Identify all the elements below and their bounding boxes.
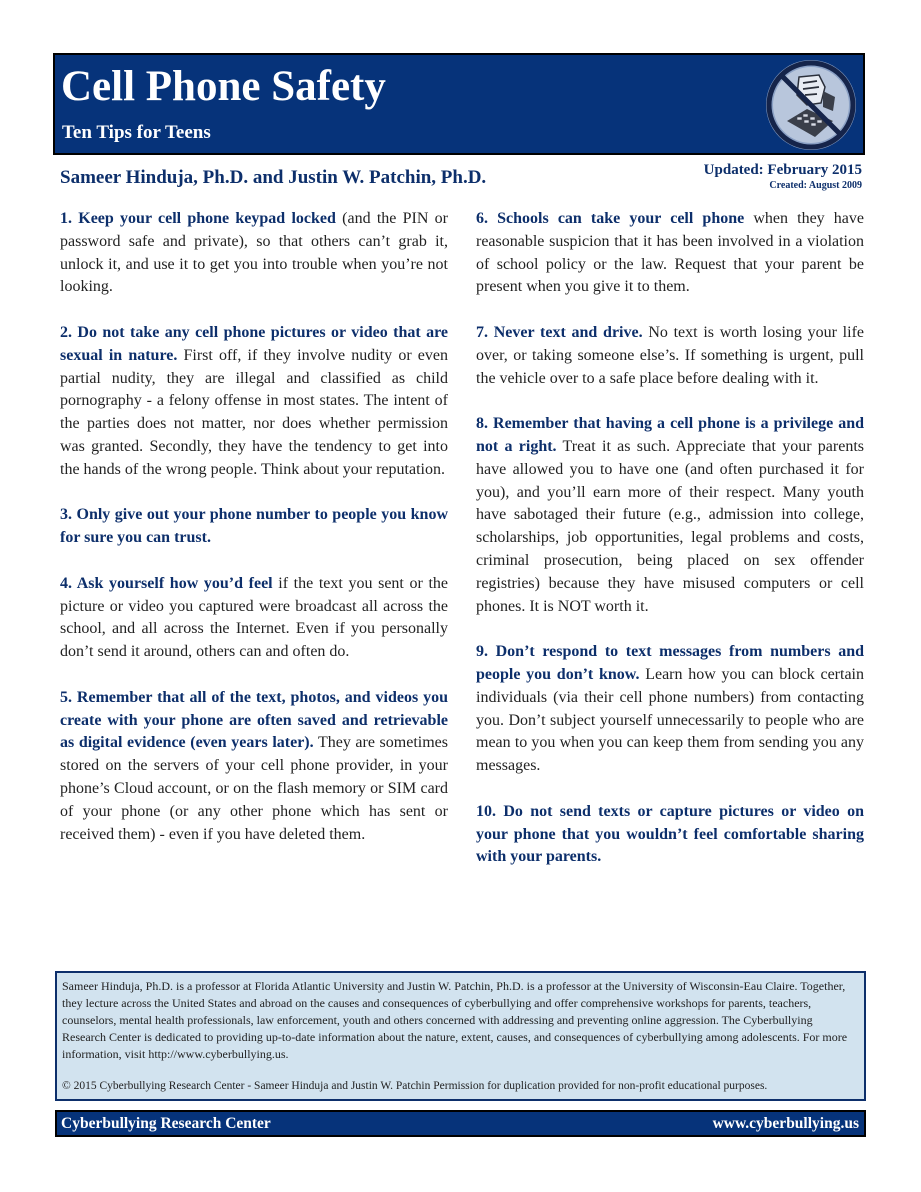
tip-7: [476, 322, 864, 390]
tip-1-heading: 1. Keep your cell phone keypad locked: [60, 210, 336, 227]
created-date: Created: August 2009: [769, 180, 862, 191]
tip-10-heading: 10. Do not send texts or capture pictures or video on your phone that you wouldn’t feel comfortable sharing with your parents.: [476, 802, 864, 866]
tip-7-heading: 7. Never text and drive.: [476, 323, 643, 341]
tip-1-body: (and the PIN or password safe and private), so that others can’t grab it, unlock it, and use it to get you into trouble when you’re not looking.: [60, 210, 448, 296]
author-bio-box: [55, 971, 866, 1101]
tip-8: [476, 413, 864, 618]
tip-6-body: when they have reasonable suspicion that it has been involved in a violation of school policy or the law. Request that your parent be present when you give it to them.: [476, 210, 865, 296]
tip-5-heading: 5. Remember that all of the text, photos, and videos you create with your phone are often saved and retrievable as digital evidence (even years later).: [60, 688, 448, 752]
tip-5: [60, 687, 448, 847]
tip-6: [476, 208, 864, 299]
right-column: [476, 208, 864, 892]
tip-3-heading: 3. Only give out your phone number to people you know for sure you can trust.: [60, 506, 448, 547]
tip-1: [60, 208, 448, 299]
tip-10: [476, 801, 864, 869]
tip-4: [60, 573, 448, 664]
tip-4-body: if the text you sent or the picture or video you captured were broadcast all across the school, and all across the Internet. Even if you personally don’t send it around, others can and often do.: [60, 574, 449, 661]
page-title: Cell Phone Safety: [61, 63, 386, 110]
footer-website-link[interactable]: www.cyberbullying.us: [712, 1115, 859, 1132]
footer-bar: [55, 1110, 866, 1137]
tip-8-heading: 8. Remember that having a cell phone is a privilege and not a right.: [476, 415, 864, 455]
header-banner: [53, 53, 865, 155]
updated-date: Updated: February 2015: [703, 162, 862, 178]
tip-9-heading: 9. Don’t respond to text messages from numbers and people you don’t know.: [476, 643, 864, 683]
tip-9-body: Learn how you can block certain individuals (via their cell phone numbers) from contacting you. Don’t subject yourself unnecessarily to people who are mean to you when you can keep them from sending you any messages.: [476, 665, 864, 775]
tip-5-body: They are sometimes stored on the servers of your cell phone provider, in your phone’s Cloud account, or on the flash memory or SIM card of your phone (or any other phone which has sent or received them) - even if you have deleted them.: [60, 734, 448, 843]
tip-2: [60, 322, 448, 482]
left-column: [60, 208, 448, 869]
authors-byline: Sameer Hinduja, Ph.D. and Justin W. Patchin, Ph.D.: [60, 167, 487, 188]
tip-8-body: Treat it as such. Appreciate that your parents have allowed you to have one (and often purchased it for you), and you’ll earn more of their respect. Many youth have sabotaged their future (e.g., admission into college, scholarships, job opportunities, legal problems and costs, criminal prosecution, being placed on sex offender registries) because they have misused computers or cell phones. It is NOT worth it.: [476, 437, 864, 615]
tip-7-body: No text is worth losing your life over, or taking someone else’s. If something is urgent, pull the vehicle over to a safe place before dealing with it.: [476, 323, 865, 387]
author-bio-text: Sameer Hinduja, Ph.D. is a professor at Florida Atlantic University and Justin W. Patchin, Ph.D. is a professor at the University of Wisconsin-Eau Claire. Together, they lecture across the United States and abroad on the causes and consequences of cyberbullying and offer comprehensive workshops for parents, teachers, counselors, mental health professionals, law enforcement, youth and others concerned with addressing and preventing online aggression. The Cyberbullying Research Center is dedicated to providing up-to-date information about the nature, extent, causes, and consequences of cyberbullying among adolescents. For more information, visit http://www.cyberbullying.us.: [62, 979, 848, 1061]
no-cell-phone-fist-icon: [763, 57, 859, 153]
tip-2-body: First off, if they involve nudity or even partial nudity, they are illegal and classified as child pornography - a felony offense in most states. The intent of the parties does not matter, nor does whether permission was granted. Secondly, they have the tendency to get into the hands of the wrong people. Think about your reputation.: [60, 346, 448, 478]
tip-2-heading: 2. Do not take any cell phone pictures or video that are sexual in nature.: [60, 323, 448, 364]
tip-4-heading: 4. Ask yourself how you’d feel: [60, 574, 273, 592]
page-subtitle: Ten Tips for Teens: [62, 122, 211, 143]
copyright-notice: © 2015 Cyberbullying Research Center - Sameer Hinduja and Justin W. Patchin Permission for duplication provided for non-profit educational purposes.: [62, 1080, 768, 1092]
tip-6-heading: 6. Schools can take your cell phone: [476, 210, 745, 227]
footer-org-name: Cyberbullying Research Center: [61, 1115, 271, 1132]
tip-3: [60, 504, 448, 550]
tip-9: [476, 641, 864, 778]
